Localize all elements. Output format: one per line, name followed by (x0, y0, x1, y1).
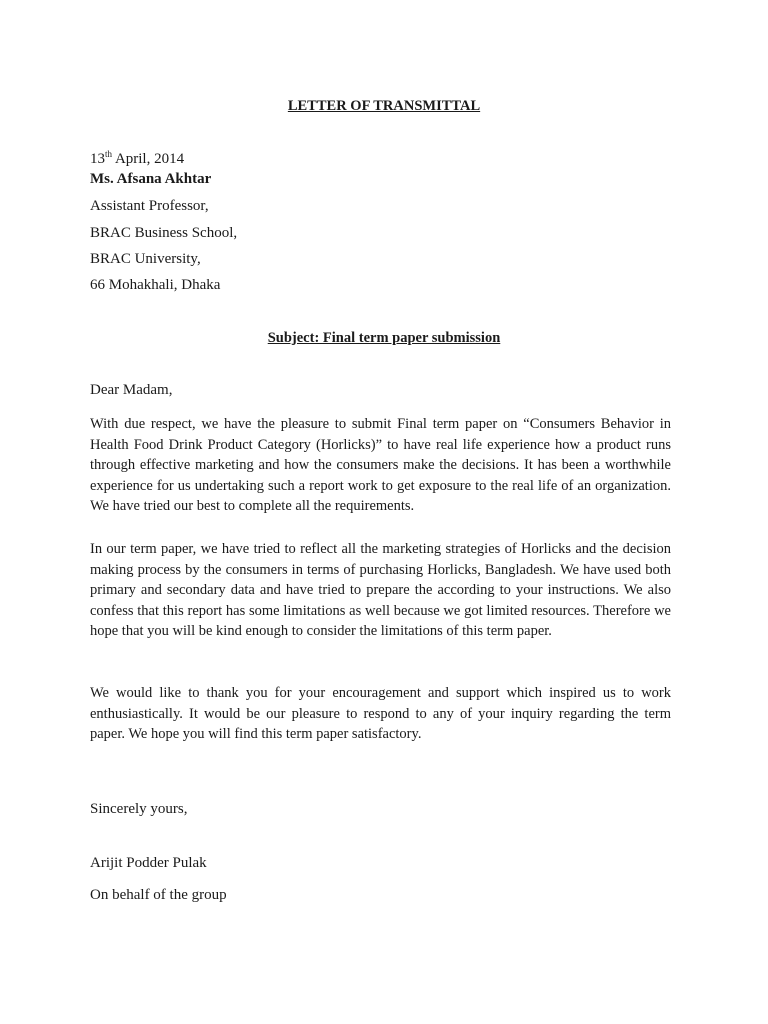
recipient-name: Ms. Afsana Akhtar (90, 171, 212, 187)
letter-date (90, 149, 184, 168)
on-behalf-line: On behalf of the group (90, 887, 227, 903)
body-paragraph: We would like to thank you for your encouragement and support which inspired us to work enthusiastically. It would be our pleasure to respond to any of your inquiry regarding the term paper. We hope you will find this term paper satisfactory. (90, 685, 671, 742)
recipient-address-line: Assistant Professor, (90, 198, 209, 214)
recipient-address-line: BRAC University, (90, 251, 201, 267)
body-paragraph: In our term paper, we have tried to reflect all the marketing strategies of Horlicks and the decision making process by the consumers in terms of purchasing Horlicks, Bangladesh. We have used both primary and secondary data and have tried to prepare the according to your instructions. We also confess that this report has some limitations as well because we got limited resources. Therefore we hope that you will be kind enough to consider the limitations of this term paper. (90, 541, 671, 639)
date-rest: April, 2014 (112, 151, 185, 167)
signer-name: Arijit Podder Pulak (90, 855, 207, 871)
closing: Sincerely yours, (90, 801, 188, 817)
salutation: Dear Madam, (90, 382, 173, 398)
recipient-address-line: BRAC Business School, (90, 225, 238, 241)
recipient-address-line: 66 Mohakhali, Dhaka (90, 277, 221, 293)
letter-subject: Subject: Final term paper submission (267, 330, 501, 346)
date-day: 13 (90, 151, 105, 167)
body-paragraph: With due respect, we have the pleasure to submit Final term paper on “Consumers Behavior in Health Food Drink Product Category (Horlicks)” to have real life experience how a product runs through effective marketing and how the consumers make the decisions. It has been a worthwhile experience for us undertaking such a report work to get exposure to the real life of an organization. We have tried our best to complete all the requirements. (90, 416, 671, 514)
date-suffix: th (105, 149, 113, 159)
letter-title: LETTER OF TRANSMITTAL (287, 98, 481, 114)
